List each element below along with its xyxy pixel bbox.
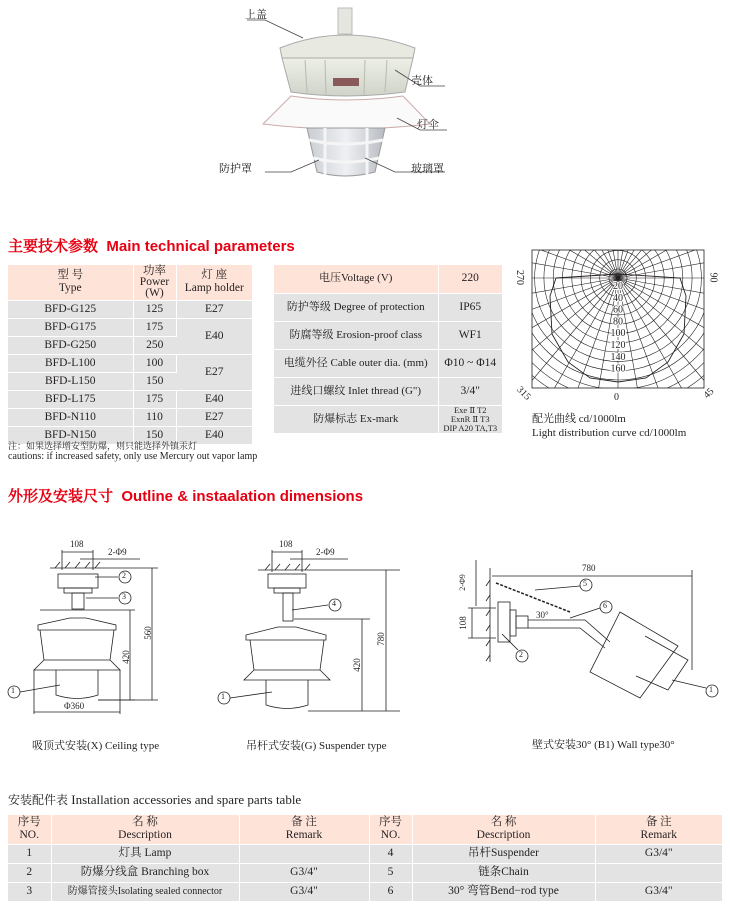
accessory-desc: 灯具 Lamp [51,844,239,863]
angle-30: 30° [536,610,549,620]
accessory-remark: G3/4" [239,863,369,882]
dim-holes: 2-Φ9 [457,574,467,591]
wall-caption: 壁式安装30° (B1) Wall type30° [532,739,675,751]
spec-label: 电缆外径 Cable outer dia. (mm) [274,349,438,377]
accessory-remark: G3/4" [595,844,722,863]
header-remark: 备 注 Remark [239,815,369,844]
model-type: BFD-L175 [8,390,133,408]
model-type: BFD-N150 [8,426,133,444]
title-cn: 主要技术参数 [8,238,99,255]
dim-holes: 2-Φ9 [316,547,335,557]
dim-108: 108 [70,539,84,549]
accessory-desc: 吊杆Suspender [412,844,595,863]
title-en: Outline & instaalation dimensions [121,488,364,505]
accessory-no: 2 [8,863,51,882]
accessory-no: 1 [8,844,51,863]
model-power: 175 [133,318,176,336]
spec-row [274,405,502,433]
spec-row [274,377,502,405]
accessory-row [8,844,722,863]
model-type: BFD-L100 [8,354,133,372]
section-title-outline [8,485,363,506]
model-power: 110 [133,408,176,426]
model-type: BFD-L150 [8,372,133,390]
accessory-remark: G3/4" [595,882,722,901]
title-en: Installation accessories and spare parts table [71,792,302,807]
spec-value: Φ10 ~ Φ14 [438,349,502,377]
ex-mark-line: Exe Ⅱ T2 [453,404,487,415]
dim-420: 420 [120,650,131,664]
note-en: cautions: if increased safety, only use Mercury out vapor lamp [8,451,258,462]
accessory-no: 3 [8,882,51,901]
dim-420: 420 [351,658,362,672]
model-row [8,354,252,372]
marker-6: 6 [603,601,607,610]
header-no: 序号 NO. [369,815,412,844]
title-cn: 安装配件表 [8,793,69,807]
callout-housing: 壳体 [411,74,433,87]
dim-108: 108 [279,539,293,549]
radial-label: 40 [613,292,623,304]
accessories-table [8,815,722,902]
model-power: 250 [133,336,176,354]
model-table-header [8,265,252,300]
spec-label: 进线口螺纹 Inlet thread (G") [274,377,438,405]
model-type: BFD-G250 [8,336,133,354]
callout-shade: 灯伞 [417,118,439,131]
angle-label-90: 90 [707,272,719,283]
model-power: 150 [133,426,176,444]
accessory-desc: 防爆管接头Isolating sealed connector [51,882,239,901]
marker-3: 3 [122,592,126,601]
header-desc: 名 称 Description [412,815,595,844]
ex-mark-line: ExnR Ⅱ T3 [450,413,490,424]
curve-caption [532,412,686,440]
marker-2: 2 [519,650,523,659]
spec-label: 电压Voltage (V) [274,265,438,293]
dim-108: 108 [457,616,468,630]
model-note [8,442,257,462]
radial-label: 80 [613,316,623,328]
polar-grid [510,242,730,402]
ceiling-outline [0,530,200,760]
spec-value [438,405,502,433]
marker-5: 5 [583,579,587,588]
angle-label-270: 270 [514,270,525,285]
ceiling-caption: 吸顶式安装(X) Ceiling type [32,740,160,752]
caption-cn: 配光曲线 cd/1000lm [532,413,626,425]
accessory-no: 4 [369,844,412,863]
ceiling-type-drawing [0,530,200,760]
lamp-illustration [225,0,485,190]
spec-label: 防护等级 Degree of protection [274,293,438,321]
spec-row [274,265,502,293]
radial-label: 60 [613,304,623,316]
model-type: BFD-N110 [8,408,133,426]
spec-value: WF1 [438,321,502,349]
radial-label: 100 [610,328,626,340]
spec-value: 220 [438,265,502,293]
callout-top-cover: 上盖 [245,8,267,21]
accessory-remark [595,863,722,882]
accessory-remark: G3/4" [239,882,369,901]
light-distribution-chart [510,242,730,442]
marker-1: 1 [11,686,15,695]
marker-2: 2 [122,571,126,580]
model-holder: E40 [176,390,252,408]
header-holder: 灯 座 Lamp holder [176,265,252,300]
marker-1: 1 [709,685,713,694]
model-power: 150 [133,372,176,390]
suspender-caption: 吊杆式安装(G) Suspender type [246,740,387,752]
header-power: 功率 Power (W) [133,265,176,300]
spec-row [274,321,502,349]
dim-780: 780 [582,563,596,573]
title-cn: 外形及安装尺寸 [8,488,114,505]
model-row [8,300,252,318]
accessories-header [8,815,722,844]
model-row [8,318,252,336]
product-photo [219,0,485,190]
dim-holes: 2-Φ9 [108,547,127,557]
angle-label-45: 45 [701,386,717,401]
radial-label: 140 [610,351,626,363]
accessory-row [8,863,722,882]
radial-label: 120 [610,340,626,351]
title-en: Main technical parameters [106,238,295,255]
accessory-remark [239,844,369,863]
model-holder: E27 [176,408,252,426]
spec-value: 3/4" [438,377,502,405]
accessory-no: 6 [369,882,412,901]
model-holder: E40 [176,426,252,444]
spec-label: 防腐等级 Erosion-proof class [274,321,438,349]
header-desc: 名 称 Description [51,815,239,844]
model-power: 100 [133,354,176,372]
section-title-main [8,235,295,256]
accessories-title [8,791,301,808]
model-row [8,408,252,426]
model-row [8,390,252,408]
radial-label: 20 [613,281,623,292]
model-type: BFD-G125 [8,300,133,318]
model-holder: E27 [176,300,252,318]
accessory-desc: 链条Chain [412,863,595,882]
spec-label: 防爆标志 Ex-mark [274,405,438,433]
model-power: 125 [133,300,176,318]
spec-row [274,293,502,321]
note-cn: 注：如果选择增安型防爆，则只能选择外镇汞灯 [8,442,198,452]
header-no: 序号 NO. [8,815,51,844]
header-remark: 备 注 Remark [595,815,722,844]
header-type: 型 号 Type [8,265,133,300]
caption-en: Light distribution curve cd/1000lm [532,427,687,439]
angle-label-0: 0 [614,392,619,403]
radial-label: 160 [610,363,626,375]
model-power: 175 [133,390,176,408]
accessory-row [8,882,722,901]
wall-type-drawing [440,550,730,760]
ex-mark-line: DIP A20 TA,T3 [443,422,498,433]
model-holder: E27 [176,354,252,390]
model-type: BFD-G175 [8,318,133,336]
marker-1: 1 [221,692,225,701]
spec-row [274,349,502,377]
spec-value: IP65 [438,293,502,321]
model-table [8,265,252,445]
suspender-type-drawing [210,530,410,760]
dim-560: 560 [142,626,153,640]
dim-diameter: Φ360 [64,701,85,711]
marker-4: 4 [332,599,336,608]
callout-guard: 防护罩 [219,162,252,175]
spec-table [274,265,502,434]
angle-label-315: 315 [514,384,533,403]
accessory-no: 5 [369,863,412,882]
accessory-desc: 30° 弯管Bend−rod type [412,882,595,901]
accessory-desc: 防爆分线盒 Branching box [51,863,239,882]
callout-glass-cover: 玻璃罩 [411,162,444,175]
model-holder: E40 [176,318,252,354]
dim-780: 780 [375,632,386,646]
